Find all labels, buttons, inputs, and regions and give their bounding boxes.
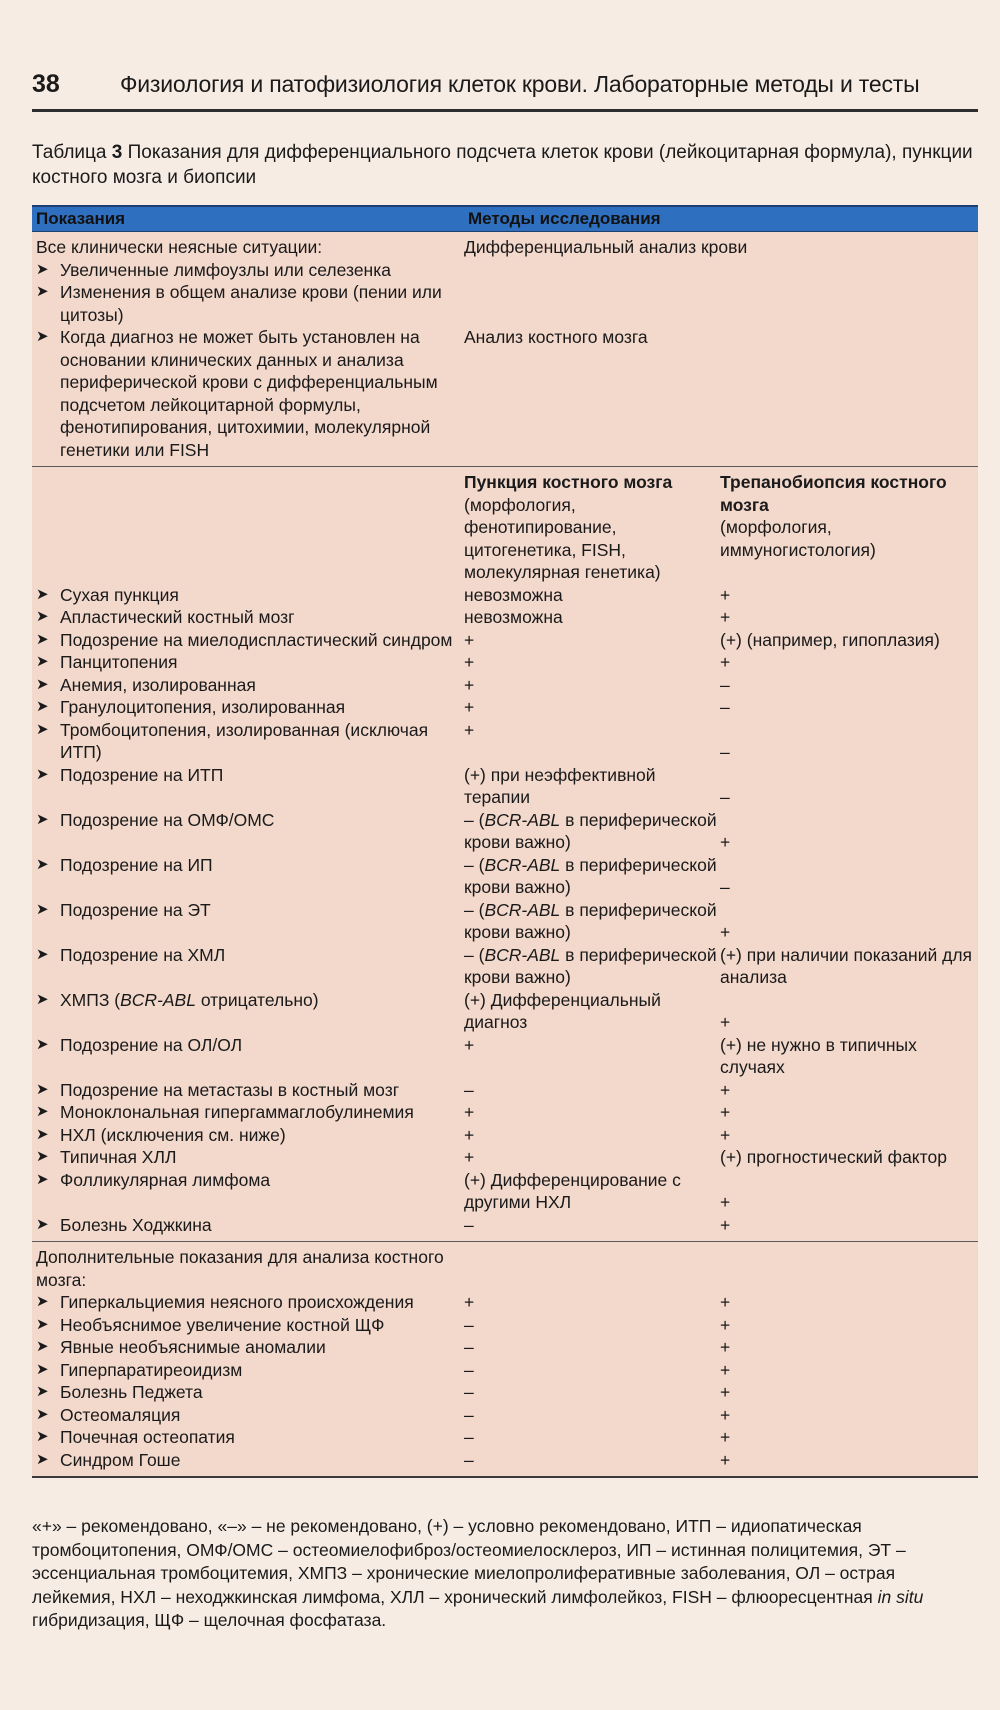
trephine-value: +: [720, 1449, 731, 1470]
trephine-value: +: [720, 1192, 731, 1212]
arrowhead-bullet-icon: ➤: [36, 1428, 49, 1445]
table-row: [32, 651, 978, 674]
table-row: [32, 1404, 978, 1427]
puncture-cell: +: [464, 674, 475, 695]
puncture-cell: –: [464, 1337, 474, 1357]
trephine-cell: [720, 1336, 978, 1359]
puncture-italic: BCR-ABL: [484, 809, 561, 830]
trephine-cell: [720, 1146, 978, 1169]
trephine-value: (+) не нужно в типичных случаях: [720, 1034, 917, 1077]
indication-text: Моноклональная гипергаммаглобулинемия: [60, 1102, 414, 1122]
additional-rows: [32, 1291, 978, 1471]
trephine-value: +: [720, 1292, 731, 1312]
arrowhead-bullet-icon: ➤: [36, 608, 49, 625]
trephine-value: –: [720, 674, 730, 695]
arrowhead-bullet-icon: ➤: [36, 1170, 49, 1188]
indication-cell: [32, 809, 464, 854]
puncture-cell: –: [464, 1404, 474, 1425]
arrowhead-bullet-icon: ➤: [36, 1035, 49, 1053]
table-row: [32, 854, 978, 899]
puncture-italic: BCR-ABL: [484, 944, 561, 965]
table-row: [32, 1314, 978, 1337]
indication-cell: [32, 629, 464, 652]
indication-text: Подозрение на ОЛ/ОЛ: [60, 1034, 243, 1055]
trephine-value: +: [720, 1382, 731, 1402]
section-specific: [32, 467, 978, 1242]
arrowhead-bullet-icon: ➤: [36, 1293, 49, 1310]
arrowhead-bullet-icon: ➤: [36, 653, 49, 670]
page-header: [32, 70, 978, 112]
puncture-cell: –: [464, 1382, 474, 1402]
arrowhead-bullet-icon: ➤: [36, 328, 49, 345]
indication-cell: ➤ Изменения в общем анализе крови (пении или цитозы): [36, 282, 442, 325]
trephine-cell: [720, 989, 978, 1034]
trephine-cell: [720, 651, 978, 674]
puncture-cell: [464, 944, 720, 989]
indication-text: Гранулоцитопения, изолированная: [60, 697, 346, 717]
footnote-main: «+» – рекомендовано, «–» – не рекомендовано, (+) – условно рекомендовано, ИТП – идиопатическая тромбоцитопения, ОМФ/ОМС – остеомиелофиброз/остеомиелосклероз, ИП – истинная полицитемия, ЭТ – эссенциальная тромбоцитемия, ХМПЗ – хронические миелопролиферативные заболевания, ОЛ – острая лейкемия, НХЛ – неходжкинская лимфома, ХЛЛ – хронический лимфолейкоз, FISH – флюоресцентная: [32, 1516, 906, 1607]
caption-text: Показания для дифференциального подсчета клеток крови (лейкоцитарная формула), пункции костного мозга и биопсии: [32, 142, 973, 188]
indication-text: Подозрение на ИП: [60, 854, 213, 875]
puncture-cell: +: [464, 1034, 475, 1055]
trephine-cell: [720, 1101, 978, 1124]
arrowhead-bullet-icon: ➤: [36, 720, 49, 738]
arrowhead-bullet-icon: ➤: [36, 1103, 49, 1120]
indication-text: Подозрение на миелодиспластический синдром: [60, 629, 453, 650]
arrowhead-bullet-icon: ➤: [36, 1338, 49, 1355]
arrowhead-bullet-icon: ➤: [36, 1405, 49, 1423]
arrowhead-bullet-icon: ➤: [36, 1125, 49, 1143]
puncture-part: в периферической крови важно): [464, 944, 717, 987]
indication-text: Фолликулярная лимфома: [60, 1169, 271, 1190]
puncture-cell: +: [464, 719, 475, 740]
indications-table: [32, 205, 978, 1478]
table-row: [32, 1101, 978, 1124]
arrowhead-bullet-icon: ➤: [36, 1360, 49, 1378]
table-row: [32, 944, 978, 989]
trephine-value: +: [720, 1427, 731, 1447]
indication-cell: [32, 1381, 464, 1404]
trephine-cell: [720, 1381, 978, 1404]
indication-cell: [32, 1314, 464, 1337]
indication-italic: BCR-ABL: [120, 989, 196, 1010]
indication-cell: [32, 651, 464, 674]
table-row: [32, 236, 978, 259]
trephine-cell: [720, 1169, 978, 1214]
puncture-italic: BCR-ABL: [484, 899, 561, 920]
arrowhead-bullet-icon: ➤: [36, 630, 49, 648]
puncture-cell: +: [464, 652, 475, 672]
table-row: [32, 326, 978, 461]
indication-cell: [32, 1101, 464, 1124]
table-row: [32, 1381, 978, 1404]
arrowhead-bullet-icon: ➤: [36, 945, 49, 963]
indication-text: Подозрение на ИТП: [60, 764, 224, 785]
arrowhead-bullet-icon: ➤: [36, 765, 49, 783]
indication-cell: [32, 1404, 464, 1427]
footnote-italic: in situ: [877, 1586, 924, 1607]
trephine-cell: [720, 696, 978, 719]
table-row: [32, 1169, 978, 1214]
puncture-cell: –: [464, 1449, 474, 1470]
puncture-cell: (+) Дифференцирование с другими НХЛ: [464, 1169, 681, 1212]
puncture-subtitle: (морфология, фенотипирование, цитогенетика, FISH, молекулярная генетика): [464, 494, 661, 582]
puncture-part: – (: [464, 899, 485, 920]
indication-text: Почечная остеопатия: [60, 1427, 235, 1447]
indication-text: Болезнь Ходжкина: [60, 1214, 212, 1235]
indication-part: отрицательно): [195, 989, 319, 1010]
puncture-part: в периферической крови важно): [464, 899, 717, 942]
indication-text: Сухая пункция: [60, 584, 179, 605]
trephine-value: +: [720, 922, 731, 942]
table-row: [32, 606, 978, 629]
puncture-cell: [464, 809, 720, 854]
puncture-cell: –: [464, 1314, 474, 1335]
puncture-cell: –: [464, 1359, 474, 1380]
trephine-value: +: [720, 607, 731, 627]
trephine-title: Трепанобиопсия костного мозга: [720, 472, 947, 515]
puncture-cell: невозможна: [464, 584, 563, 605]
arrowhead-bullet-icon: ➤: [36, 585, 49, 603]
trephine-value: –: [720, 742, 730, 762]
indication-cell: [32, 1146, 464, 1169]
column-header-indications: Показания: [36, 209, 126, 228]
footnote-end: гибридизация, ЩФ – щелочная фосфатаза.: [32, 1610, 387, 1630]
column-header-methods: Методы исследования: [468, 209, 661, 228]
puncture-part: – (: [464, 854, 485, 875]
indication-cell: [32, 674, 464, 697]
indication-text: Апластический костный мозг: [60, 607, 295, 627]
table-row: [32, 989, 978, 1034]
indication-text: Анемия, изолированная: [60, 674, 256, 695]
trephine-cell: [720, 854, 978, 899]
puncture-cell: –: [464, 1079, 474, 1100]
trephine-value: –: [720, 697, 730, 717]
arrowhead-bullet-icon: ➤: [36, 698, 49, 715]
specific-rows: [32, 584, 978, 1237]
caption-number: 3: [111, 142, 123, 163]
trephine-header: [720, 471, 978, 584]
table-row: [32, 809, 978, 854]
table-row: [32, 1146, 978, 1169]
table-row: [32, 1214, 978, 1237]
indication-text: Панцитопения: [60, 652, 178, 672]
puncture-cell: невозможна: [464, 607, 563, 627]
page-number: 38: [32, 70, 60, 98]
table-footnote: [32, 1515, 978, 1633]
arrowhead-bullet-icon: ➤: [36, 260, 49, 278]
indication-text: Остеомаляция: [60, 1404, 181, 1425]
indication-cell: [32, 1359, 464, 1382]
trephine-cell: [720, 1214, 978, 1237]
table-row: [32, 1246, 978, 1291]
section-general: [32, 232, 978, 467]
table-row: [32, 1449, 978, 1472]
puncture-italic: BCR-ABL: [484, 854, 561, 875]
indication-text: Гиперпаратиреоидизм: [60, 1359, 243, 1380]
indication-text: Тромбоцитопения, изолированная (исключая ИТП): [60, 719, 429, 762]
trephine-cell: [720, 1404, 978, 1427]
puncture-cell: +: [464, 1124, 475, 1145]
indication-cell: [32, 899, 464, 944]
indication-text: Типичная ХЛЛ: [60, 1147, 177, 1167]
table-row: [32, 696, 978, 719]
table-row: [32, 764, 978, 809]
trephine-value: +: [720, 1124, 731, 1145]
trephine-value: –: [720, 787, 730, 807]
caption-label: Таблица: [32, 142, 107, 163]
trephine-value: +: [720, 1404, 731, 1425]
indication-text: [60, 989, 464, 1034]
trephine-value: +: [720, 584, 731, 605]
table-row: [32, 1336, 978, 1359]
trephine-cell: [720, 1291, 978, 1314]
puncture-cell: (+) Дифференциальный диагноз: [464, 989, 661, 1032]
puncture-header: [464, 471, 720, 584]
trephine-value: +: [720, 1314, 731, 1335]
indication-cell: [32, 1336, 464, 1359]
trephine-value: (+) при наличии показаний для анализа: [720, 944, 973, 987]
indication-cell: [32, 696, 464, 719]
indication-text: Подозрение на метастазы в костный мозг: [60, 1079, 400, 1100]
trephine-value: +: [720, 1337, 731, 1357]
trephine-value: –: [720, 877, 730, 897]
arrowhead-bullet-icon: ➤: [36, 1383, 49, 1400]
running-title: Физиология и патофизиология клеток крови. Лабораторные методы и тесты: [120, 71, 920, 97]
puncture-cell: +: [464, 1292, 475, 1312]
trephine-subtitle: (морфология, иммуногистология): [720, 517, 876, 560]
table-row: [32, 1124, 978, 1147]
arrowhead-bullet-icon: ➤: [36, 1148, 49, 1165]
indication-part: ХМПЗ (: [60, 989, 121, 1010]
table-row: [32, 674, 978, 697]
arrowhead-bullet-icon: ➤: [36, 283, 49, 300]
table-row: [32, 1079, 978, 1102]
table-row: [32, 1034, 978, 1079]
puncture-part: – (: [464, 809, 485, 830]
arrowhead-bullet-icon: ➤: [36, 855, 49, 873]
indication-cell: [32, 1214, 464, 1237]
puncture-part: в периферической крови важно): [464, 809, 717, 852]
puncture-cell: +: [464, 629, 475, 650]
indication-text: Подозрение на ХМЛ: [60, 944, 226, 965]
trephine-value: +: [720, 832, 731, 852]
indication-text: НХЛ (исключения см. ниже): [60, 1124, 286, 1145]
table-row: [32, 629, 978, 652]
indication-text: Подозрение на ЭТ: [60, 899, 211, 920]
indication-cell: ➤ Когда диагноз не может быть установлен на основании клинических данных и анализа периферической крови с дифференциальным подсчетом лейкоцитарной формулы, фенотипирования, цитохимии, молекулярной генетики или FISH: [36, 327, 438, 460]
indication-cell: [32, 854, 464, 899]
trephine-value: +: [720, 1102, 731, 1122]
arrowhead-bullet-icon: ➤: [36, 1080, 49, 1098]
section-intro: Дополнительные показания для анализа костного мозга:: [36, 1247, 444, 1290]
section-intro: Все клинически неясные ситуации:: [36, 237, 323, 257]
trephine-cell: [720, 809, 978, 854]
indication-cell: [32, 764, 464, 809]
indication-cell: [32, 1034, 464, 1079]
indication-text: Подозрение на ОМФ/ОМС: [60, 809, 275, 830]
indication-cell: [32, 1124, 464, 1147]
table-row: [32, 719, 978, 764]
table-row: [32, 1426, 978, 1449]
indication-cell: [32, 606, 464, 629]
indication-cell: [32, 719, 464, 764]
trephine-value: +: [720, 1359, 731, 1380]
arrowhead-bullet-icon: ➤: [36, 810, 49, 828]
trephine-cell: [720, 719, 978, 764]
indication-text: Болезнь Педжета: [60, 1382, 203, 1402]
trephine-cell: [720, 1079, 978, 1102]
trephine-value: +: [720, 1012, 731, 1032]
indication-cell: [32, 1079, 464, 1102]
trephine-cell: [720, 1449, 978, 1472]
indication-cell: [32, 584, 464, 607]
trephine-cell: [720, 764, 978, 809]
puncture-cell: +: [464, 1102, 475, 1122]
trephine-cell: [720, 629, 978, 652]
arrowhead-bullet-icon: ➤: [36, 900, 49, 918]
trephine-value: (+) (например, гипоплазия): [720, 629, 940, 650]
table-row: [32, 584, 978, 607]
trephine-cell: [720, 944, 978, 989]
table-row: [32, 899, 978, 944]
indication-cell: [32, 1449, 464, 1472]
indication-cell: [32, 1169, 464, 1214]
puncture-part: в периферической крови важно): [464, 854, 717, 897]
trephine-cell: [720, 1359, 978, 1382]
trephine-cell: [720, 899, 978, 944]
puncture-cell: [464, 854, 720, 899]
puncture-part: – (: [464, 944, 485, 965]
arrowhead-bullet-icon: ➤: [36, 990, 49, 1008]
indication-text: Явные необъяснимые аномалии: [60, 1337, 326, 1357]
trephine-value: +: [720, 652, 731, 672]
trephine-cell: [720, 584, 978, 607]
puncture-title: Пункция костного мозга: [464, 472, 673, 492]
table-row: [32, 259, 978, 282]
trephine-cell: [720, 1426, 978, 1449]
indication-text: Синдром Гоше: [60, 1449, 181, 1470]
puncture-cell: –: [464, 1214, 474, 1235]
method-cell: Дифференциальный анализ крови: [464, 237, 748, 257]
trephine-value: +: [720, 1079, 731, 1100]
puncture-cell: +: [464, 1147, 475, 1167]
trephine-cell: [720, 674, 978, 697]
arrowhead-bullet-icon: ➤: [36, 675, 49, 693]
table-caption: [32, 140, 978, 190]
indication-cell: ➤ Увеличенные лимфоузлы или селезенка: [36, 259, 391, 280]
trephine-cell: [720, 1124, 978, 1147]
table-row: [32, 1359, 978, 1382]
table-header: [32, 205, 978, 232]
indication-cell: [32, 944, 464, 989]
table-row: [32, 281, 978, 326]
trephine-value: (+) прогностический фактор: [720, 1147, 947, 1167]
arrowhead-bullet-icon: ➤: [36, 1215, 49, 1233]
puncture-cell: –: [464, 1427, 474, 1447]
indication-cell: [32, 1426, 464, 1449]
indication-text: Необъяснимое увеличение костной ЩФ: [60, 1314, 385, 1335]
trephine-value: +: [720, 1214, 731, 1235]
puncture-cell: +: [464, 697, 475, 717]
arrowhead-bullet-icon: ➤: [36, 1315, 49, 1333]
section-additional: [32, 1242, 978, 1476]
table-row: [32, 1291, 978, 1314]
trephine-cell: [720, 606, 978, 629]
trephine-cell: [720, 1034, 978, 1079]
trephine-cell: [720, 1314, 978, 1337]
indication-text: Гиперкальциемия неясного происхождения: [60, 1292, 414, 1312]
method-cell: Анализ костного мозга: [464, 327, 648, 347]
indication-cell: [32, 1291, 464, 1314]
arrowhead-bullet-icon: ➤: [36, 1450, 49, 1468]
indication-cell: [32, 989, 464, 1034]
puncture-cell: (+) при неэффективной терапии: [464, 764, 656, 807]
puncture-cell: [464, 899, 720, 944]
subheader-row: [32, 471, 978, 584]
